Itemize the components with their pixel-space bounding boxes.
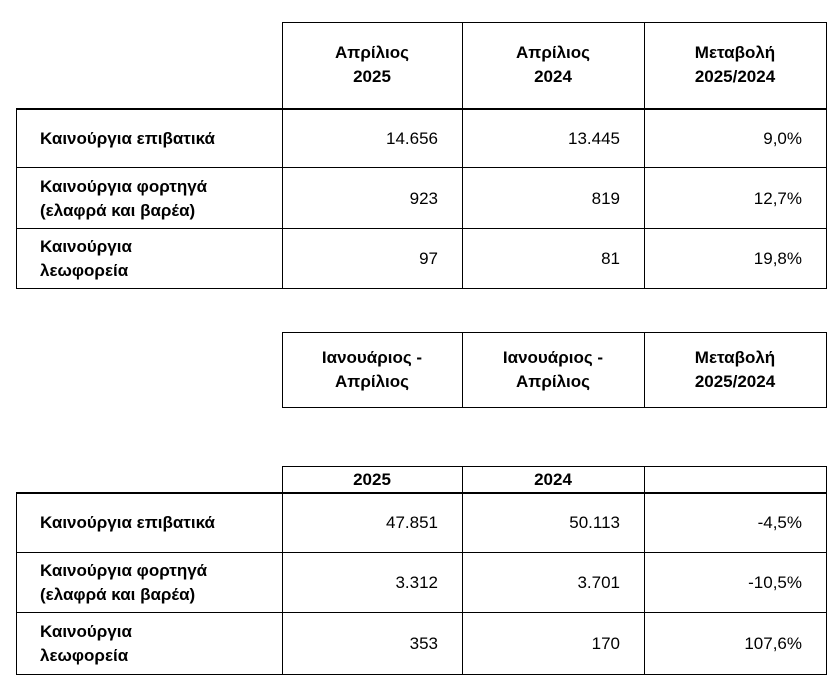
table-border [462,22,463,289]
table-border [462,332,463,408]
table-border [16,492,827,494]
cell-value: -10,5% [748,573,802,592]
table-border [282,22,827,23]
cell-value: 50.113 [569,513,620,532]
cell-value: 19,8% [753,249,802,268]
row-label-buses: Καινούργια λεωφορεία [40,622,132,665]
table-border [826,332,827,408]
table-border [826,22,827,289]
header-change: Μεταβολή 2025/2024 [694,43,776,86]
row-label-passenger: Καινούργια επιβατικά [40,128,215,148]
cell-value: 97 [419,249,438,268]
cell-value: 81 [601,249,620,268]
header-empty [644,467,826,493]
table-border [16,108,17,289]
table-border [282,332,827,333]
cell-value: 107,6% [744,634,802,653]
cell-value: 3.701 [577,573,620,592]
cell-value: -4,5% [757,513,802,532]
header-jan-apr-2024: Ιανουάριος - Απρίλιος [502,347,604,391]
header-jan-apr-2025: Ιανουάριος - Απρίλιος [321,347,423,391]
table-border [16,108,827,110]
cell-value: 923 [409,189,438,208]
header-2025: 2025 [353,470,391,489]
row-label-buses: Καινούργια λεωφορεία [40,237,132,280]
table-border [282,407,827,408]
table-border [16,167,827,168]
table-border [282,466,827,467]
table-border [826,466,827,675]
cell-value: 353 [409,634,438,653]
table-border [16,288,827,289]
table-border [16,612,827,613]
header-april-2024: Απρίλιος 2024 [516,43,590,86]
table-border [282,22,283,289]
header-april-2025: Απρίλιος 2025 [335,43,409,86]
table-border [16,228,827,229]
table-border [462,466,463,675]
cell-value: 13.445 [568,128,620,148]
table-border [16,552,827,553]
table-border [282,332,283,408]
cell-value: 14.656 [386,128,438,148]
row-label-trucks: Καινούργια φορτηγά (ελαφρά και βαρέα) [40,561,208,604]
cell-value: 170 [591,634,620,653]
table-border [644,332,645,408]
header-change: Μεταβολή 2025/2024 [694,347,776,391]
cell-value: 9,0% [763,128,802,148]
table-border [16,674,827,675]
row-label-trucks: Καινούργια φορτηγά (ελαφρά και βαρέα) [40,177,208,220]
cell-value: 12,7% [753,189,802,208]
row-label-passenger: Καινούργια επιβατικά [40,513,215,532]
cell-value: 47.851 [386,513,438,532]
header-2024: 2024 [534,470,572,489]
table-border [644,22,645,289]
table-border [16,492,17,675]
table-border [644,466,645,675]
table-border [282,466,283,675]
cell-value: 3.312 [395,573,438,592]
cell-value: 819 [591,189,620,208]
